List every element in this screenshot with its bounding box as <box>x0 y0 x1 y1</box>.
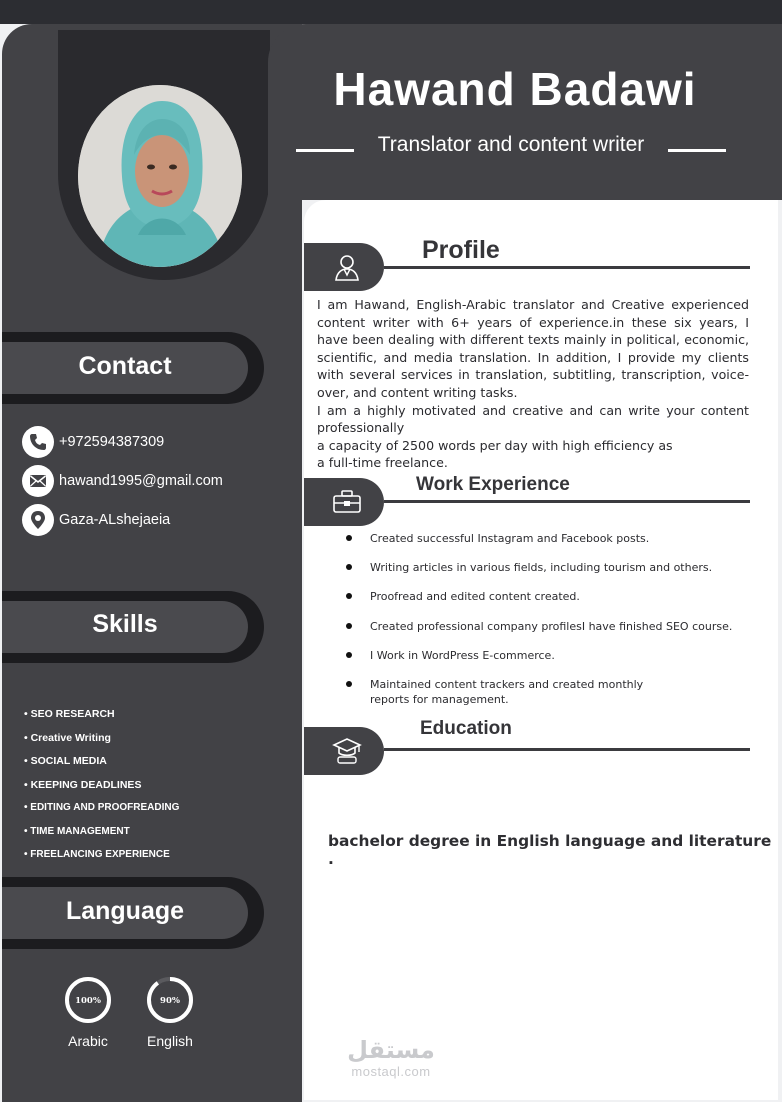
language-arabic <box>48 975 128 1049</box>
skills-heading: Skills <box>92 610 158 638</box>
watermark-arabic: مستقل <box>347 1036 435 1064</box>
progress-ring <box>145 975 195 1025</box>
profile-photo <box>78 85 242 267</box>
list-item-continuation: reports for management. <box>370 693 509 706</box>
list-item: Created professional company profilesI have finished SEO course. <box>370 620 732 633</box>
location: Gaza-ALshejaeia <box>59 512 171 528</box>
profile-line-freelance: a full-time freelance. <box>317 455 448 471</box>
list-item: • Creative Writing <box>24 732 111 744</box>
envelope-icon <box>22 465 54 497</box>
education-degree: bachelor degree in English language and literature . <box>328 832 772 868</box>
location-pin-icon <box>22 504 54 536</box>
education-heading: Education <box>420 718 512 739</box>
profile-rule <box>384 266 750 269</box>
list-item: • EDITING AND PROOFREADING <box>24 802 180 813</box>
contact-heading: Contact <box>78 352 172 380</box>
email-address: hawand1995@gmail.com <box>59 473 223 489</box>
list-item: • TIME MANAGEMENT <box>24 826 130 837</box>
top-bar <box>0 0 782 24</box>
education-tab <box>304 727 384 775</box>
profile-line-capacity: a capacity of 2500 words per day with high efficiency as <box>317 437 673 453</box>
profile-heading: Profile <box>422 236 500 264</box>
skills-pill <box>2 591 264 663</box>
level-label: 90% <box>160 996 180 1006</box>
profile-tab <box>304 243 384 291</box>
language-heading: Language <box>65 897 185 925</box>
phone-icon <box>22 426 54 458</box>
bullet-icon <box>346 564 352 570</box>
list-item: • KEEPING DEADLINES <box>24 779 142 791</box>
bullet-icon <box>346 593 352 599</box>
user-icon <box>334 253 360 281</box>
work-heading: Work Experience <box>416 474 570 495</box>
list-item: I Work in WordPress E-commerce. <box>370 649 555 662</box>
watermark-latin: mostaql.com <box>351 1064 431 1079</box>
list-item: Proofread and edited content created. <box>370 590 580 603</box>
language-pill <box>2 877 264 949</box>
language-english <box>130 975 210 1049</box>
full-name: Hawand Badawi <box>333 63 697 115</box>
bullet-icon <box>346 623 352 629</box>
bullet-icon <box>346 681 352 687</box>
level-label: 100% <box>75 996 101 1006</box>
contact-pill <box>2 332 264 404</box>
profile-summary <box>317 296 749 472</box>
list-item: Created successful Instagram and Facebook posts. <box>370 532 649 545</box>
language-name: Arabic <box>68 1033 108 1049</box>
work-tab <box>304 478 384 526</box>
briefcase-icon <box>332 489 362 515</box>
profile-paragraph: I am Hawand, English-Arabic translator and Creative experienced content writer with 6+ years of experience.in these six years, I have been dealing with different texts mainly in political, economic, scientific, and media translation. In addition, I provide my clients with several services in translation, subtitling, transcription, voice-over, and content writing tasks. <box>317 297 749 400</box>
bullet-icon <box>346 652 352 658</box>
work-rule <box>384 500 750 503</box>
job-title: Translator and content writer <box>377 133 645 156</box>
list-item: • SOCIAL MEDIA <box>24 755 107 767</box>
education-rule <box>384 748 750 751</box>
bullet-icon <box>346 535 352 541</box>
profile-line-motivation: I am a highly motivated and creative and can write your content professionally <box>317 402 749 436</box>
phone-number: +972594387309 <box>59 434 165 450</box>
list-item: • FREELANCING EXPERIENCE <box>24 849 170 860</box>
language-name: English <box>147 1033 193 1049</box>
title-rule-right <box>668 149 726 152</box>
mostaql-watermark <box>343 1036 439 1079</box>
progress-ring <box>63 975 113 1025</box>
list-item: Writing articles in various fields, including tourism and others. <box>370 561 712 574</box>
graduation-cap-icon <box>332 737 362 765</box>
list-item: • SEO RESEARCH <box>24 708 115 720</box>
list-item: Maintained content trackers and created monthly <box>370 678 643 691</box>
